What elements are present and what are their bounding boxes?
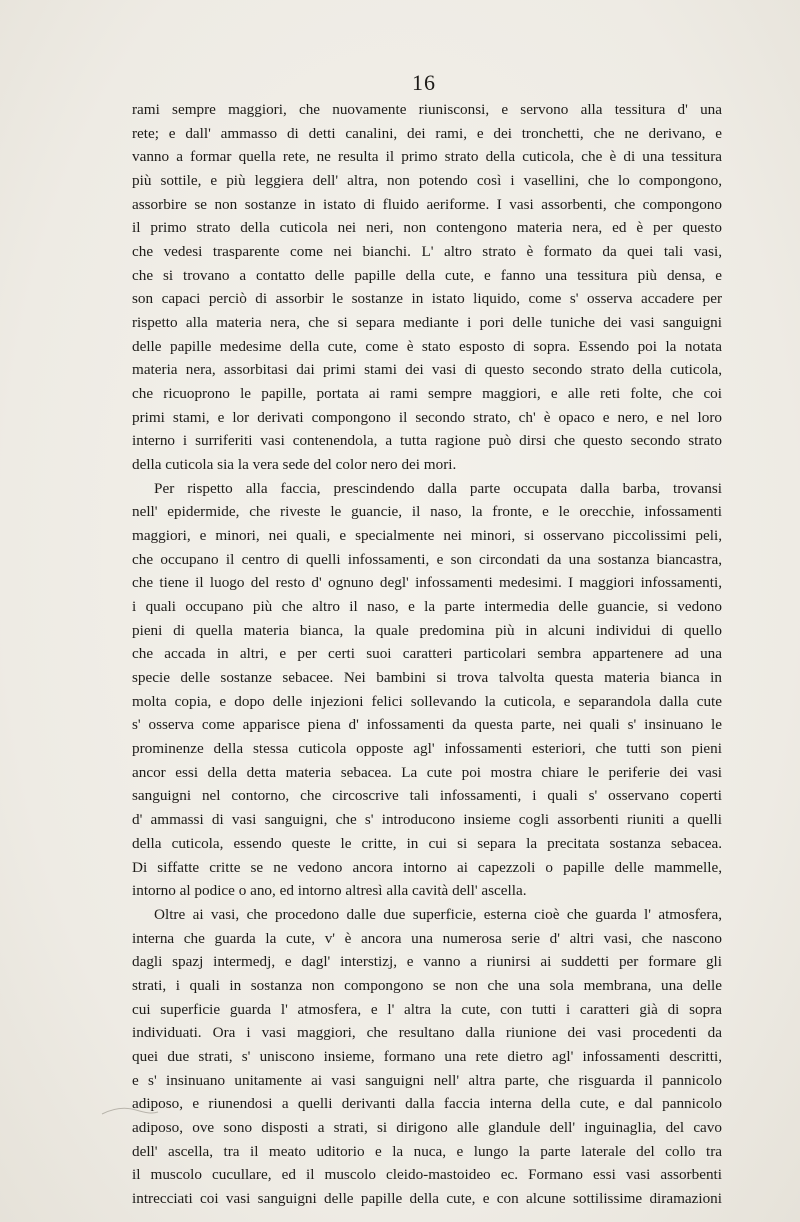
text-line: dagli spazj intermedj, e dagl' interstizj, e vanno a riunirsi ai suddetti per formare gli [132, 953, 722, 971]
text-line: interna che guarda la cute, v' è ancora una numerosa serie d' altri vasi, che nascono [132, 929, 722, 947]
text-line: interno i surriferiti vasi contenendola, a tutta ragione può dirsi che questo secondo strato [132, 432, 722, 450]
text-line: primi stami, e lor derivati compongono il secondo strato, ch' è opaco e nero, e nel loro [132, 408, 722, 426]
paragraph-end-line: della cuticola sia la vera sede del color nero dei mori. [132, 456, 457, 474]
text-line: strati, i quali in sostanza non compongono se non che una sola membrana, una delle [132, 976, 722, 994]
text-line: maggiori, e minori, nei quali, e specialmente nei minori, si osservano piccolissimi peli, [132, 527, 722, 545]
text-line: s' osserva come apparisce piena d' infossamenti da questa parte, nei quali s' insinuano le [132, 716, 722, 734]
text-line: quei due strati, s' uniscono insieme, formano una rete dietro agl' infossamenti descritti, [132, 1047, 722, 1065]
text-line: della cuticola, essendo queste le critte, in cui si separa la precitata sostanza sebacea. [132, 834, 722, 852]
text-line: e s' insinuano unitamente ai vasi sanguigni nell' altra parte, che risguarda il pannicolo [132, 1071, 722, 1089]
text-line: cui superficie guarda l' atmosfera, e l' altra la cute, con tutti i caratteri già di sopra [132, 1000, 722, 1018]
text-line: sanguigni nel contorno, che circoscrive tali infossamenti, i quali s' osservano coperti [132, 787, 722, 805]
text-line: rami sempre maggiori, che nuovamente riunisconsi, e servono alla tessitura d' una [132, 101, 722, 118]
text-line: che occupano il centro di quelli infossamenti, e son circondati da una sostanza biancastra, [132, 550, 722, 568]
text-line: ancor essi della detta materia sebacea. La cute poi mostra chiare le periferie dei vasi [132, 763, 722, 781]
text-line: Di siffatte critte se ne vedono ancora intorno ai capezzoli o papille delle mammelle, [132, 858, 722, 876]
text-line: intrecciati coi vasi sanguigni delle papille della cute, e con alcune sottilissime diramazioni [132, 1189, 722, 1207]
text-line: d' ammassi di vasi sanguigni, che s' introducono insieme cogli assorbenti riuniti a quelli [132, 811, 722, 829]
text-line: il muscolo cucullare, ed il muscolo cleido-mastoideo ec. Formano essi vasi assorbenti [132, 1166, 722, 1184]
paragraph-start-line: Per rispetto alla faccia, prescindendo dalla parte occupata dalla barba, trovansi [154, 479, 722, 497]
text-line: vanno a formar quella rete, ne resulta il primo strato della cuticola, che è di una tessitura [132, 148, 722, 166]
text-line: adiposo, e riunendosi a quelli derivanti dalla faccia interna della cute, e dal pannicolo [132, 1095, 722, 1113]
text-line: delle papille medesime della cute, come è stato esposto di sopra. Essendo poi la notata [132, 337, 722, 355]
paragraph-end-line: intorno al podice o ano, ed intorno altresì alla cavità dell' ascella. [132, 882, 527, 900]
text-line: dell' ascella, tra il meato uditorio e la nuca, e lungo la parte laterale del collo tra [132, 1142, 722, 1160]
text-line: materia nera, assorbitasi dai primi stami dei vasi di questo secondo strato della cuticola, [132, 361, 722, 379]
text-line: individuati. Ora i vasi maggiori, che resultano dalla riunione dei vasi procedenti da [132, 1024, 722, 1042]
text-line: che tiene il luogo del resto d' ognuno degl' infossamenti medesimi. I maggiori infossamenti, [132, 574, 722, 592]
text-line: molta copia, e dopo delle injezioni felici sollevando la cuticola, e separandola dalla cute [132, 692, 722, 710]
text-line: rete; e dall' ammasso di detti canalini, dei rami, e dei tronchetti, che ne derivano, e [132, 124, 722, 142]
text-line: pieni di quella materia bianca, la quale predomina più in alcuni individui di quello [132, 621, 722, 639]
paragraph-start-line: Oltre ai vasi, che procedono dalle due superficie, esterna cioè che guarda l' atmosfera, [154, 905, 722, 923]
text-line: che si trovano a contatto delle papille della cute, e fanno una tessitura più densa, e [132, 266, 722, 284]
text-line: specie delle sostanze sebacee. Nei bambini si trova talvolta questa materia bianca in [132, 669, 722, 687]
text-line: il primo strato della cuticola nei neri, non contengono materia nera, ed è per questo [132, 219, 722, 237]
body-text [132, 98, 722, 1211]
text-line: assorbire se non sostanze in istato di fluido aeriforme. I vasi assorbenti, che compongono [132, 195, 722, 213]
text-line: adiposo, ove sono disposti a strati, si dirigono alle glandule dell' inguinaglia, del cavo [132, 1118, 722, 1136]
text-line: che vedesi trasparente come nei bianchi. L' altro strato è formato da quei tali vasi, [132, 243, 722, 261]
text-line: che ricuoprono le papille, portata ai rami sempre maggiori, e alle reti folte, che coi [132, 385, 722, 403]
text-line: i quali occupano più che altro il naso, e la parte intermedia delle guancie, si vedono [132, 598, 722, 616]
text-line: più sottile, e più leggiera dell' altra, non potendo così i vasellini, che lo compongono, [132, 172, 722, 190]
text-line: prominenze della stessa cuticola opposte agl' infossamenti esteriori, che tutti son pieni [132, 740, 722, 758]
text-line: rispetto alla materia nera, che si separa mediante i pori delle tuniche dei vasi sanguigni [132, 314, 722, 332]
text-line: nell' epidermide, che riveste le guancie, il naso, la fronte, e le orecchie, infossamenti [132, 503, 722, 521]
page-number: 16 [412, 70, 436, 95]
text-line: che accada in altri, e per certi suoi caratteri particolari sembra appartenere ad una [132, 645, 722, 663]
text-line: son capaci perciò di assorbir le sostanze in istato liquido, come s' osserva accadere per [132, 290, 722, 308]
